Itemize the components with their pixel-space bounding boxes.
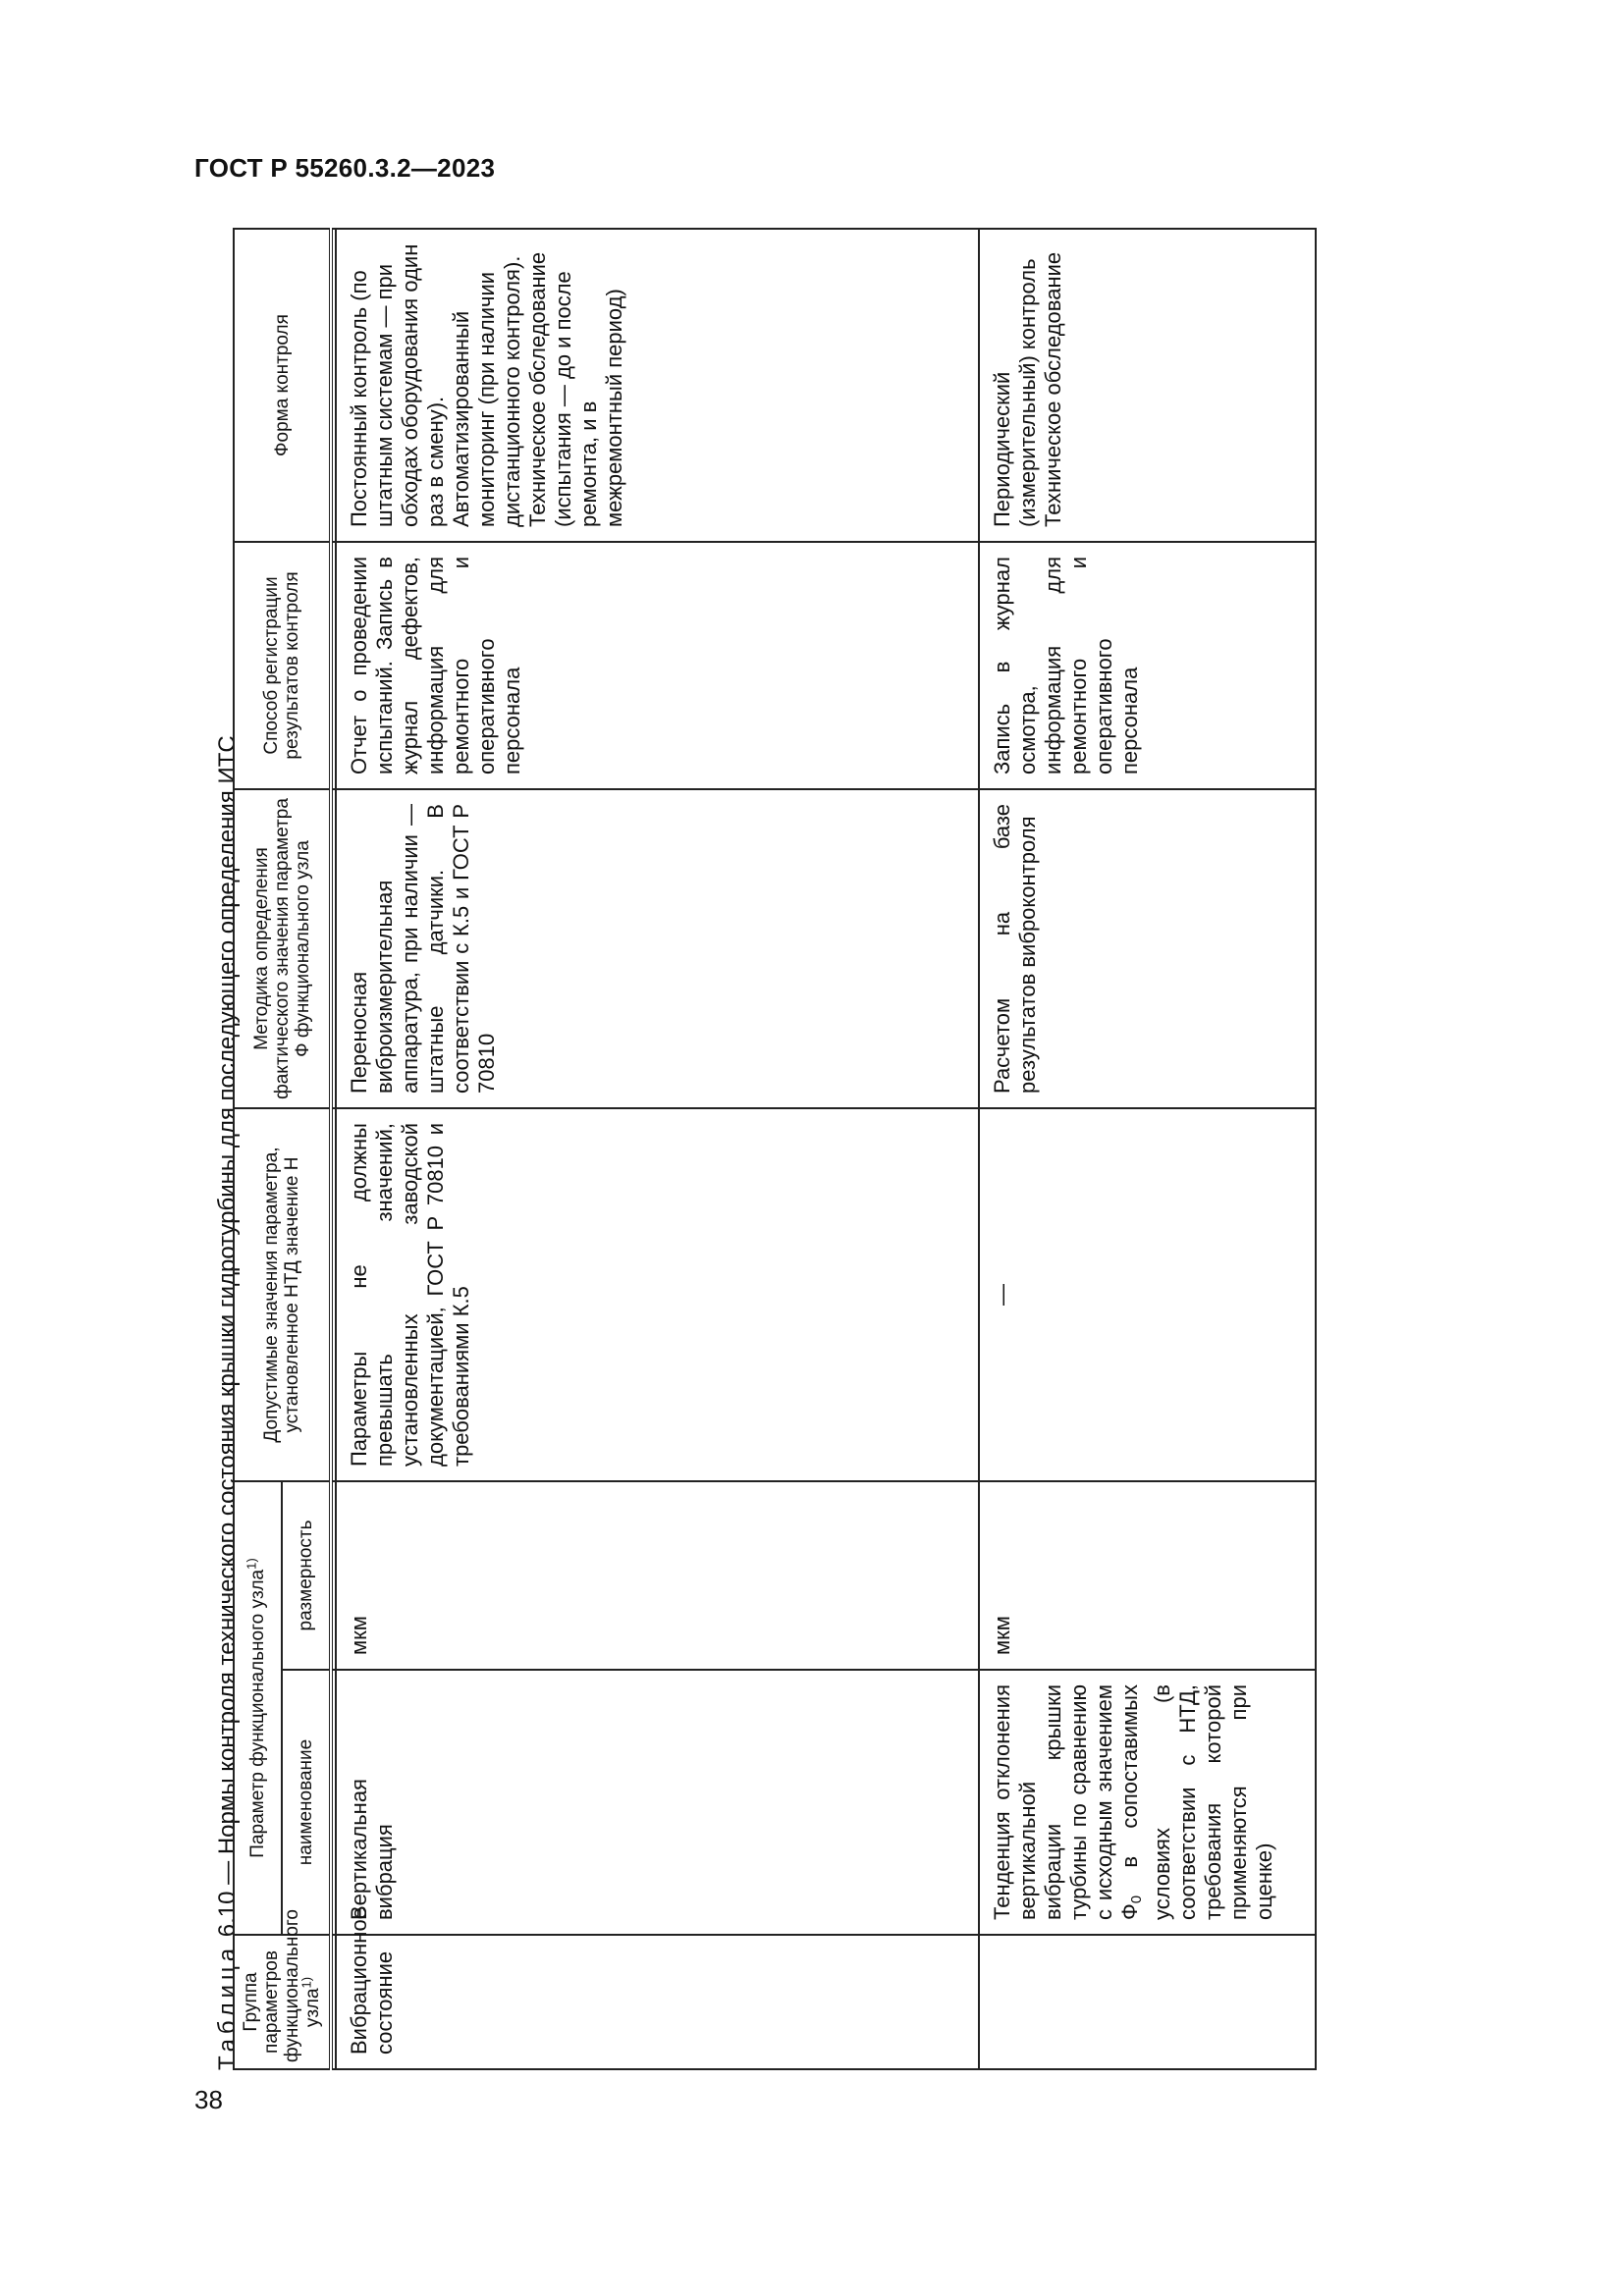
cell-allowed: — (979, 1108, 1316, 1481)
control-norms-table (233, 228, 1317, 2070)
header-param: Параметр функционального узла$^{1)}$ (234, 1481, 282, 1935)
rotated-table-block (214, 230, 1325, 2092)
cell-allowed: Параметры не должны превышать значений, установленных заводской документацией, ГОСТ Р 70810 и требованиями К.5 (336, 1108, 979, 1481)
caption-text: 6.10 — Нормы контроля технического состояния крышки гидротурбины для последующего определения ИТС (214, 735, 241, 1938)
cell-registration: Отчет о проведении испытаний. Запись в журнал дефектов, информация для ремонтного и оперативного персонала (336, 542, 979, 789)
cell-registration: Запись в журнал осмотра, информация для ремонтного и оперативного персонала (979, 542, 1316, 789)
header-method: Методика определения фактического значения параметра Ф функционального узла (234, 789, 331, 1108)
cell-group: Вибрационное состояние (336, 1935, 979, 2069)
cell-method: Расчетом на базе результатов виброконтроля (979, 789, 1316, 1108)
cell-unit: мкм (979, 1481, 1316, 1670)
table-row (336, 229, 979, 2069)
header-allowed: Допустимые значения параметра, установленное НТД значение Н (234, 1108, 331, 1481)
cell-unit: мкм (336, 1481, 979, 1670)
cell-group (979, 1935, 1316, 2069)
table-row (979, 229, 1316, 2069)
header-param-unit: размерность (282, 1481, 331, 1670)
cell-method: Переносная виброизмерительная аппаратура, при наличии — штатные датчики. В соответствии с К.5 и ГОСТ Р 70810 (336, 789, 979, 1108)
cell-form: Постоянный контроль (по штатным системам — при обходах оборудования один раз в смену). Автоматизированный мониторинг (при наличии дистанционного контроля). Техническое обследование (испытания — до и после ремонта, и в межремонтный период) (336, 229, 979, 542)
caption-label: Таблица (214, 1943, 241, 2070)
header-param-name: наименование (282, 1670, 331, 1935)
header-form: Форма контроля (234, 229, 331, 542)
header-registration: Способ регистрации результатов контроля (234, 542, 331, 789)
document-code: ГОСТ Р 55260.3.2—2023 (194, 153, 496, 183)
cell-param-name: Тенденция отклонения вертикальной вибрации крышки турбины по сравнению с исходным значением $Ф_0$ в сопоставимых условиях (в соответствии с НТД, требования которой применяются при оценке) (979, 1670, 1316, 1935)
cell-param-name: Вертикальная вибрация (336, 1670, 979, 1935)
header-group: Группа параметров функционального узла$^{1)}$ (234, 1935, 331, 2069)
cell-form: Периодический (измерительный) контроль Техническое обследование (979, 229, 1316, 542)
page-number: 38 (194, 2085, 223, 2114)
